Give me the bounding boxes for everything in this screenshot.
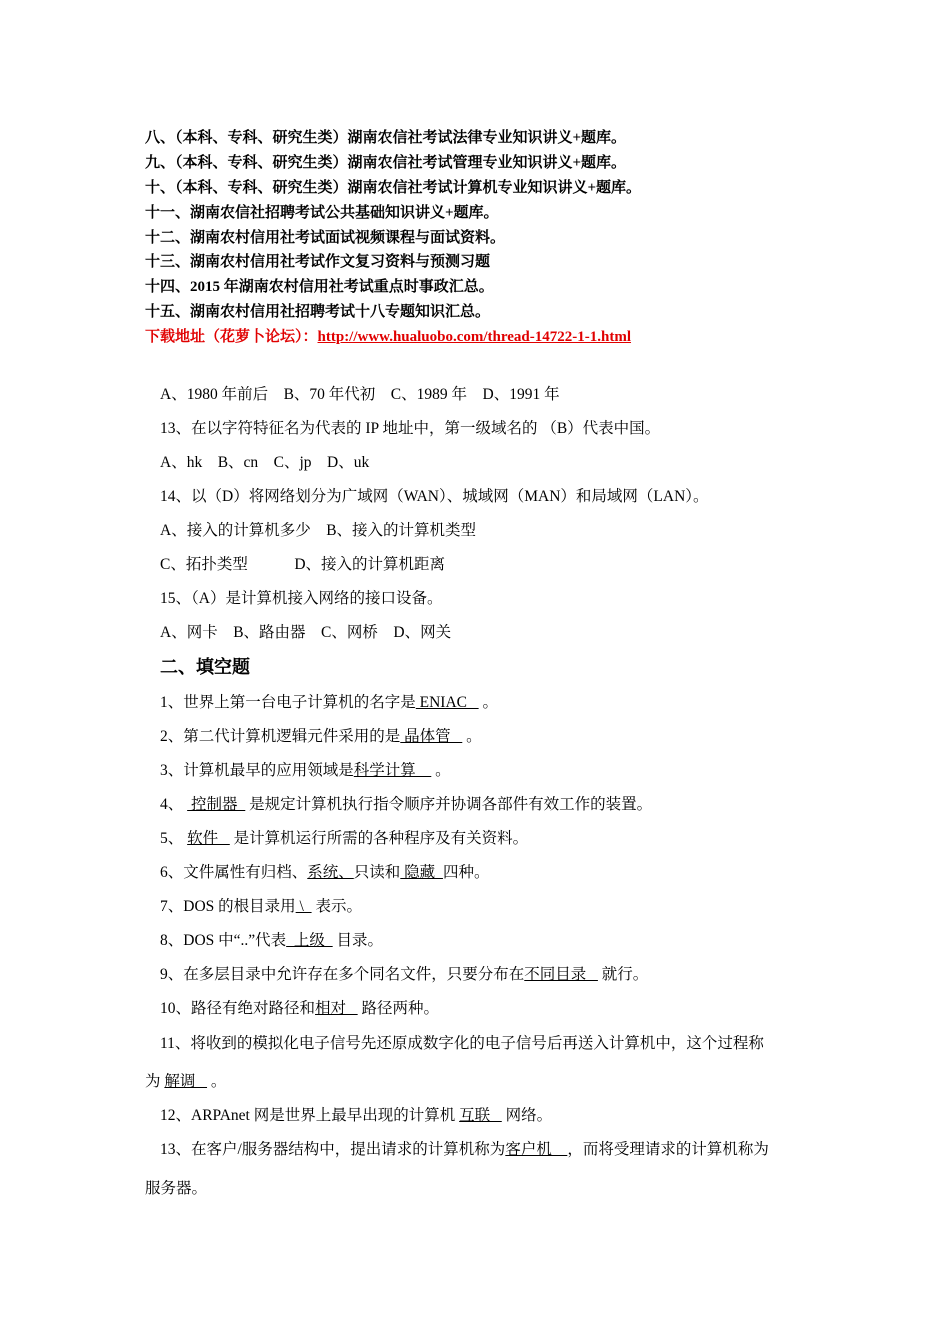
fill-q7: 7、DOS 的根目录用 \ 表示。 xyxy=(160,898,362,915)
download-link[interactable]: http://www.hualuobo.com/thread-14722-1-1.html xyxy=(317,329,632,345)
fill-q13-line2: 服务器。 xyxy=(145,1180,208,1197)
section-title: 二、填空题 xyxy=(160,657,250,678)
fill-q6-answer-1: 系统、 xyxy=(307,864,354,881)
header-item-12: 十二、湖南农村信用社考试面试视频课程与面试资料。 xyxy=(145,230,506,246)
header-item-9: 九、（本科、专科、研究生类）湖南农信社考试管理专业知识讲义+题库。 xyxy=(145,155,627,171)
fill-q10-answer: 相对 xyxy=(315,1000,358,1017)
header-item-10: 十、（本科、专科、研究生类）湖南农信社考试计算机专业知识讲义+题库。 xyxy=(145,180,642,196)
fill-q9-answer: 不同目录 xyxy=(524,966,598,983)
fill-q9: 9、在多层目录中允许存在多个同名文件，只要分布在不同目录 就行。 xyxy=(160,966,649,983)
fill-q12: 12、ARPAnet 网是世界上最早出现的计算机 互联 网络。 xyxy=(160,1107,553,1124)
download-label: 下载地址（花萝卜论坛）： xyxy=(145,329,318,345)
fill-q11-line2: 为 解调 。 xyxy=(145,1073,227,1090)
header-item-8: 八、（本科、专科、研究生类）湖南农信社考试法律专业知识讲义+题库。 xyxy=(145,130,627,146)
q14-options-ab: A、接入的计算机多少 B、接入的计算机类型 xyxy=(160,522,477,539)
q14-options-cd: C、拓扑类型 D、接入的计算机距离 xyxy=(160,556,446,573)
download-line xyxy=(145,327,845,347)
header-item-15: 十五、湖南农村信用社招聘考试十八专题知识汇总。 xyxy=(145,304,491,320)
q13-options: A、hk B、cn C、jp D、uk xyxy=(160,454,370,471)
fill-q3-answer: 科学计算 xyxy=(353,762,432,779)
fill-q13-line1: 13、在客户/服务器结构中，提出请求的计算机称为客户机 ，而将受理请求的计算机称为 xyxy=(160,1141,769,1158)
q14-question: 14、以（D）将网络划分为广域网（WAN）、城域网（MAN）和局域网（LAN）。 xyxy=(160,488,709,505)
fill-q7-answer: \ xyxy=(295,898,312,915)
fill-q1: 1、世界上第一台电子计算机的名字是 ENIAC 。 xyxy=(160,694,499,711)
fill-q5-answer: 软件 xyxy=(187,830,230,847)
fill-q8-answer: 上级 xyxy=(286,932,333,949)
fill-q12-answer: 互联 xyxy=(459,1107,502,1124)
fill-q2-answer: 晶体管 xyxy=(400,728,463,745)
fill-q4: 4、 控制器 是规定计算机执行指令顺序并协调各部件有效工作的装置。 xyxy=(160,796,653,813)
q15-question: 15、（A）是计算机接入网络的接口设备。 xyxy=(160,590,443,607)
fill-q1-text: 1、世界上第一台电子计算机的名字是 xyxy=(160,694,416,711)
fill-q4-answer: 控制器 xyxy=(187,796,246,813)
fill-q10: 10、路径有绝对路径和相对 路径两种。 xyxy=(160,1000,440,1017)
fill-q3: 3、计算机最早的应用领域是科学计算 。 xyxy=(160,762,451,779)
q15-options: A、网卡 B、路由器 C、网桥 D、网关 xyxy=(160,624,452,641)
fill-q6-answer-2: 隐藏 xyxy=(400,864,443,881)
fill-q6: 6、文件属性有归档、系统、只读和 隐藏 四种。 xyxy=(160,864,490,881)
fill-q11-answer: 解调 xyxy=(164,1073,208,1090)
fill-q11-line1: 11、将收到的模拟化电子信号先还原成数字化的电子信号后再送入计算机中，这个过程称 xyxy=(160,1035,764,1052)
fill-q5: 5、 软件 是计算机运行所需的各种程序及有关资料。 xyxy=(160,830,529,847)
q13-question: 13、在以字符特征名为代表的 IP 地址中，第一级域名的 （B）代表中国。 xyxy=(160,420,661,437)
header-item-14: 十四、2015 年湖南农村信用社考试重点时事政汇总。 xyxy=(145,279,494,295)
fill-q2: 2、第二代计算机逻辑元件采用的是 晶体管 。 xyxy=(160,728,482,745)
fill-q8: 8、DOS 中“..”代表 上级 目录。 xyxy=(160,932,384,949)
header-item-13: 十三、湖南农村信用社考试作文复习资料与预测习题 xyxy=(145,254,491,270)
q12-options: A、1980 年前后 B、70 年代初 C、1989 年 D、1991 年 xyxy=(160,386,560,403)
fill-q1-answer: ENIAC xyxy=(415,694,479,711)
header-item-11: 十一、湖南农信社招聘考试公共基础知识讲义+题库。 xyxy=(145,205,499,221)
fill-q13-answer: 客户机 xyxy=(505,1141,568,1158)
